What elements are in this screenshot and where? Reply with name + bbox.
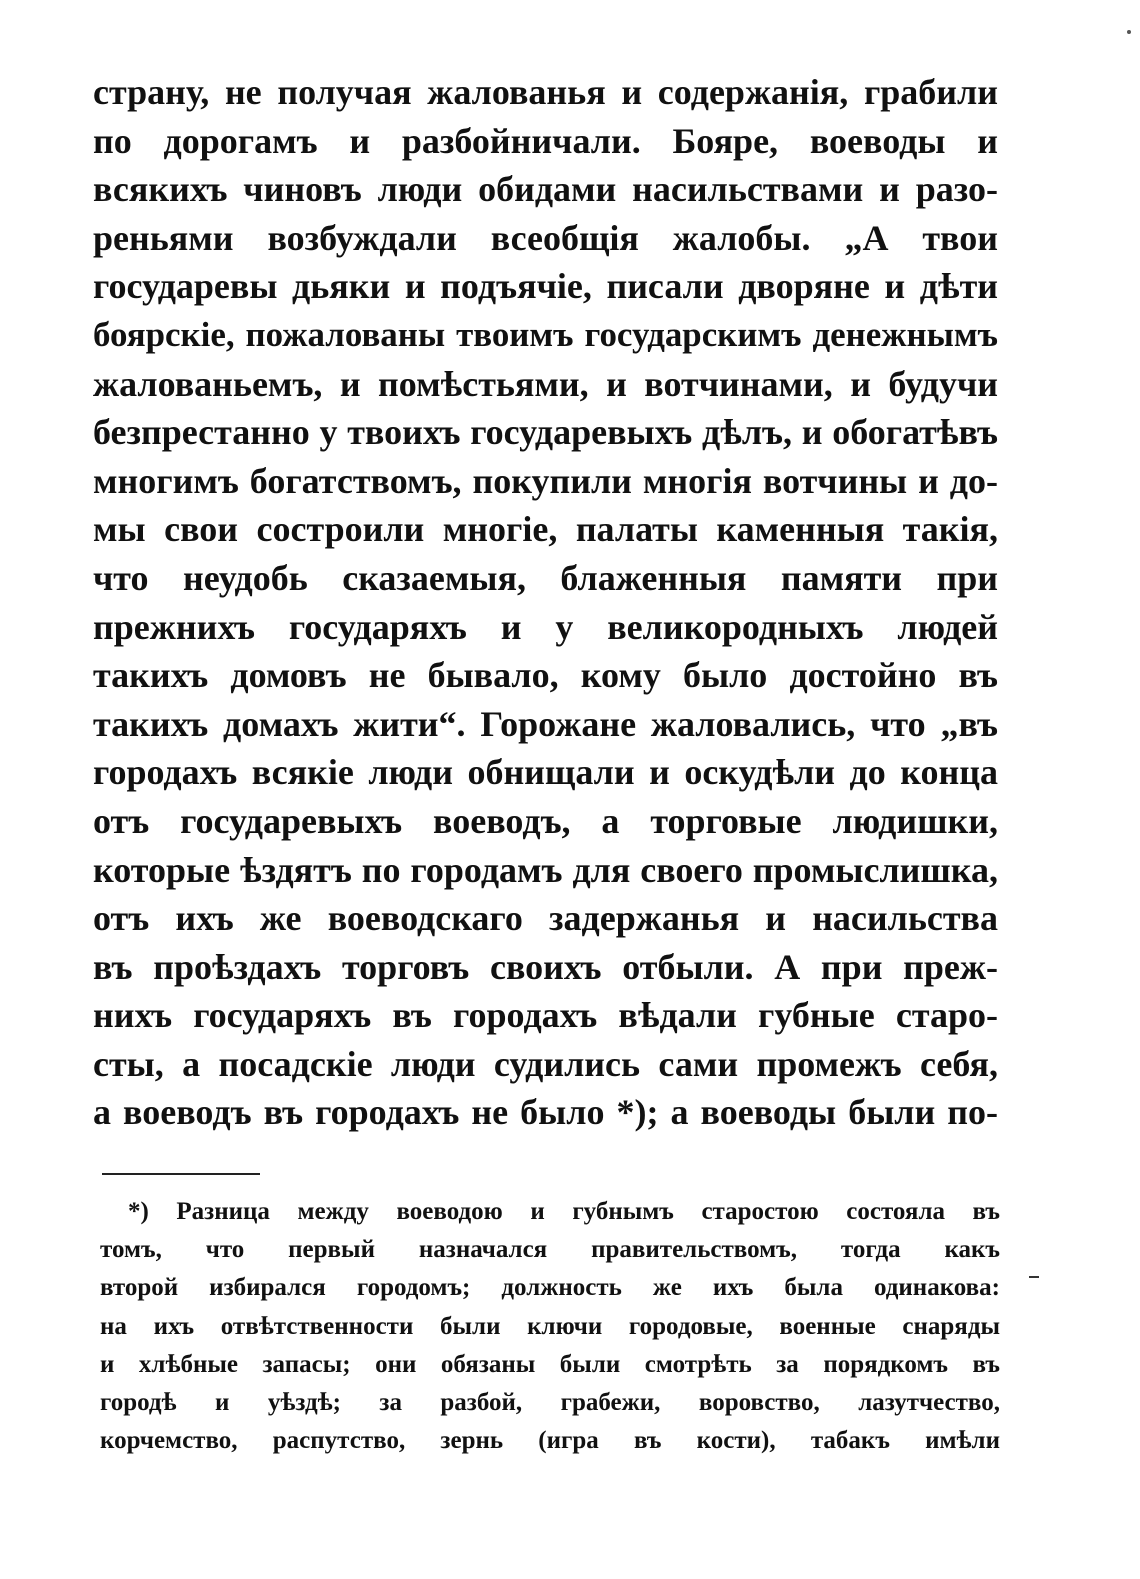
main-text-block (93, 68, 998, 1137)
footnote-line: городѣ и уѣздѣ; за разбой, грабежи, воровство, лазутчество, (100, 1388, 1000, 1416)
text-line: всякихъ чиновъ люди обидами насильствами и разо- (93, 169, 998, 210)
footnote-line: второй избирался городомъ; должность же ихъ была одинакова: (100, 1274, 1000, 1302)
text-line: такихъ домахъ жити“. Горожане жаловались, что „въ (93, 703, 998, 744)
text-line: такихъ домовъ не бывало, кому было достойно въ (93, 655, 998, 696)
footnote-line: и хлѣбные запасы; они обязаны были смотрѣть за порядкомъ въ (100, 1350, 1000, 1378)
text-line: реньями возбуждали всеобщія жалобы. „А твои (93, 217, 998, 258)
text-line: мы свои состроили многіе, палаты каменныя такія, (93, 509, 998, 550)
text-line: боярскіе, пожалованы твоимъ государскимъ денежнымъ (93, 314, 998, 354)
text-line: отъ государевыхъ воеводъ, а торговые людишки, (93, 800, 998, 841)
footnote-line: корчемство, распутство, зернь (игра въ кости), табакъ имѣли (100, 1427, 1000, 1455)
text-line: многимъ богатствомъ, покупили многія вотчины и до- (93, 460, 998, 501)
footnote-line: на ихъ отвѣтственности были ключи городовые, военные снаряды (100, 1312, 1000, 1340)
text-line: въ проѣздахъ торговъ своихъ отбыли. А при преж- (93, 946, 998, 987)
text-line: по дорогамъ и разбойничали. Бояре, воеводы и (93, 120, 998, 161)
text-line: страну, не получая жалованья и содержанія, грабили (93, 72, 998, 112)
text-line: которые ѣздятъ по городамъ для своего промыслишка, (93, 849, 998, 890)
text-line: безпрестанно у твоихъ государевыхъ дѣлъ, и обогатѣвъ (93, 412, 998, 453)
text-line: а воеводъ въ городахъ не было *); а воеводы были по- (93, 1092, 998, 1133)
margin-mark (1029, 1276, 1039, 1278)
footnote-line: *) Разница между воеводою и губнымъ старостою состояла въ (128, 1198, 1000, 1225)
text-line: жалованьемъ, и помѣстьями, и вотчинами, и будучи (93, 363, 998, 404)
text-line: отъ ихъ же воеводскаго задержанья и насильства (93, 898, 998, 939)
text-line: городахъ всякіе люди обнищали и оскудѣли до конца (93, 752, 998, 793)
footnote-line: томъ, что первый назначался правительствомъ, тогда какъ (100, 1236, 1000, 1264)
text-line: прежнихъ государяхъ и у великородныхъ людей (93, 606, 998, 647)
text-line: что неудобь сказаемыя, блаженныя памяти при (93, 557, 998, 598)
text-line: нихъ государяхъ въ городахъ вѣдали губные старо- (93, 995, 998, 1036)
footnote-block (100, 1193, 1000, 1460)
text-line: государевы дьяки и подъячіе, писали дворяне и дѣти (93, 266, 998, 307)
edge-speck (1127, 30, 1131, 34)
text-line: сты, а посадскіе люди судились сами промежъ себя, (93, 1043, 998, 1084)
footnote-separator (102, 1173, 260, 1175)
